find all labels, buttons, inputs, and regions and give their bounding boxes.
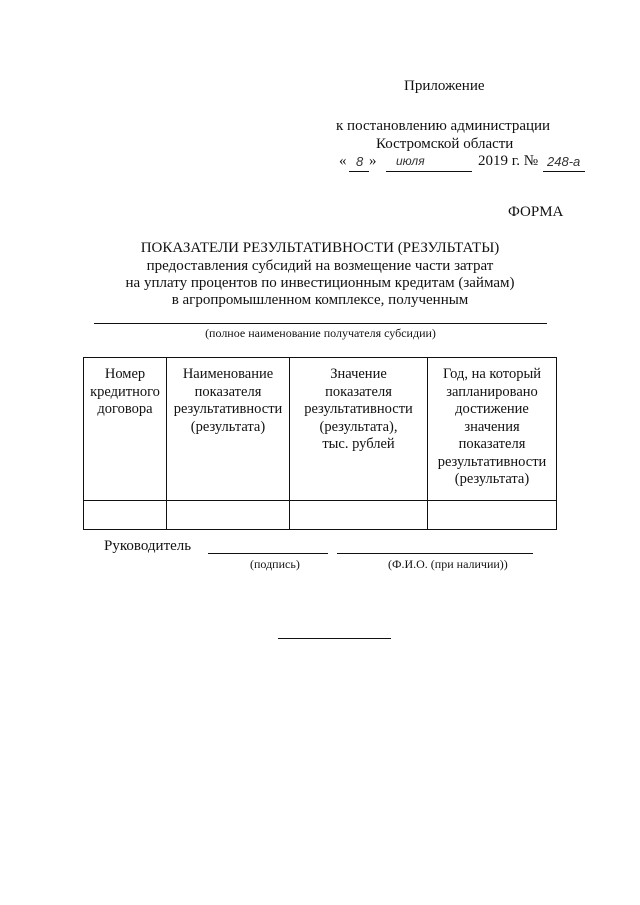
column-header-contract-number: Номер кредитного договора [84, 358, 167, 501]
date-month-underline [386, 171, 472, 172]
signature-caption: (подпись) [250, 557, 300, 571]
table-cell [428, 501, 557, 530]
date-month: июля [396, 154, 425, 168]
recipient-name-line [94, 323, 547, 324]
date-close-quote: » [369, 153, 377, 169]
date-day: 8 [356, 154, 364, 169]
end-divider [278, 638, 391, 639]
form-label: ФОРМА [508, 204, 564, 220]
table-row [84, 501, 557, 530]
table-cell [290, 501, 428, 530]
table-cell [84, 501, 167, 530]
table-cell [167, 501, 290, 530]
recipient-caption: (полное наименование получателя субсидии) [205, 326, 436, 340]
doc-number: 248-а [547, 154, 581, 169]
full-name-caption: (Ф.И.О. (при наличии)) [388, 557, 508, 571]
header-line-1: к постановлению администрации [336, 118, 551, 134]
date-day-underline [349, 171, 369, 172]
full-name-line [337, 553, 533, 554]
column-header-planned-year: Год, на который запланировано достижение значения показателя результативности (результата) [428, 358, 557, 501]
title-line-2: предоставления субсидий на возмещение части затрат [146, 258, 494, 274]
doc-number-underline [543, 171, 585, 172]
appendix-label: Приложение [404, 78, 485, 94]
title-line-3: на уплату процентов по инвестиционным кредитам (займам) [125, 275, 515, 291]
column-header-indicator-name: Наименование показателя результативности (результата) [167, 358, 290, 501]
title-line-1: ПОКАЗАТЕЛИ РЕЗУЛЬТАТИВНОСТИ (РЕЗУЛЬТАТЫ) [140, 240, 500, 256]
signature-label: Руководитель [104, 538, 192, 554]
indicators-table [83, 357, 557, 530]
table-header-row [84, 358, 557, 501]
signature-line [208, 553, 328, 554]
header-line-2: Костромской области [376, 136, 514, 152]
date-year: 2019 г. № [478, 153, 539, 169]
date-open-quote: « [339, 153, 347, 169]
title-line-4: в агропромышленном комплексе, полученным [171, 292, 469, 308]
column-header-indicator-value: Значение показателя результативности (результата), тыс. рублей [290, 358, 428, 501]
